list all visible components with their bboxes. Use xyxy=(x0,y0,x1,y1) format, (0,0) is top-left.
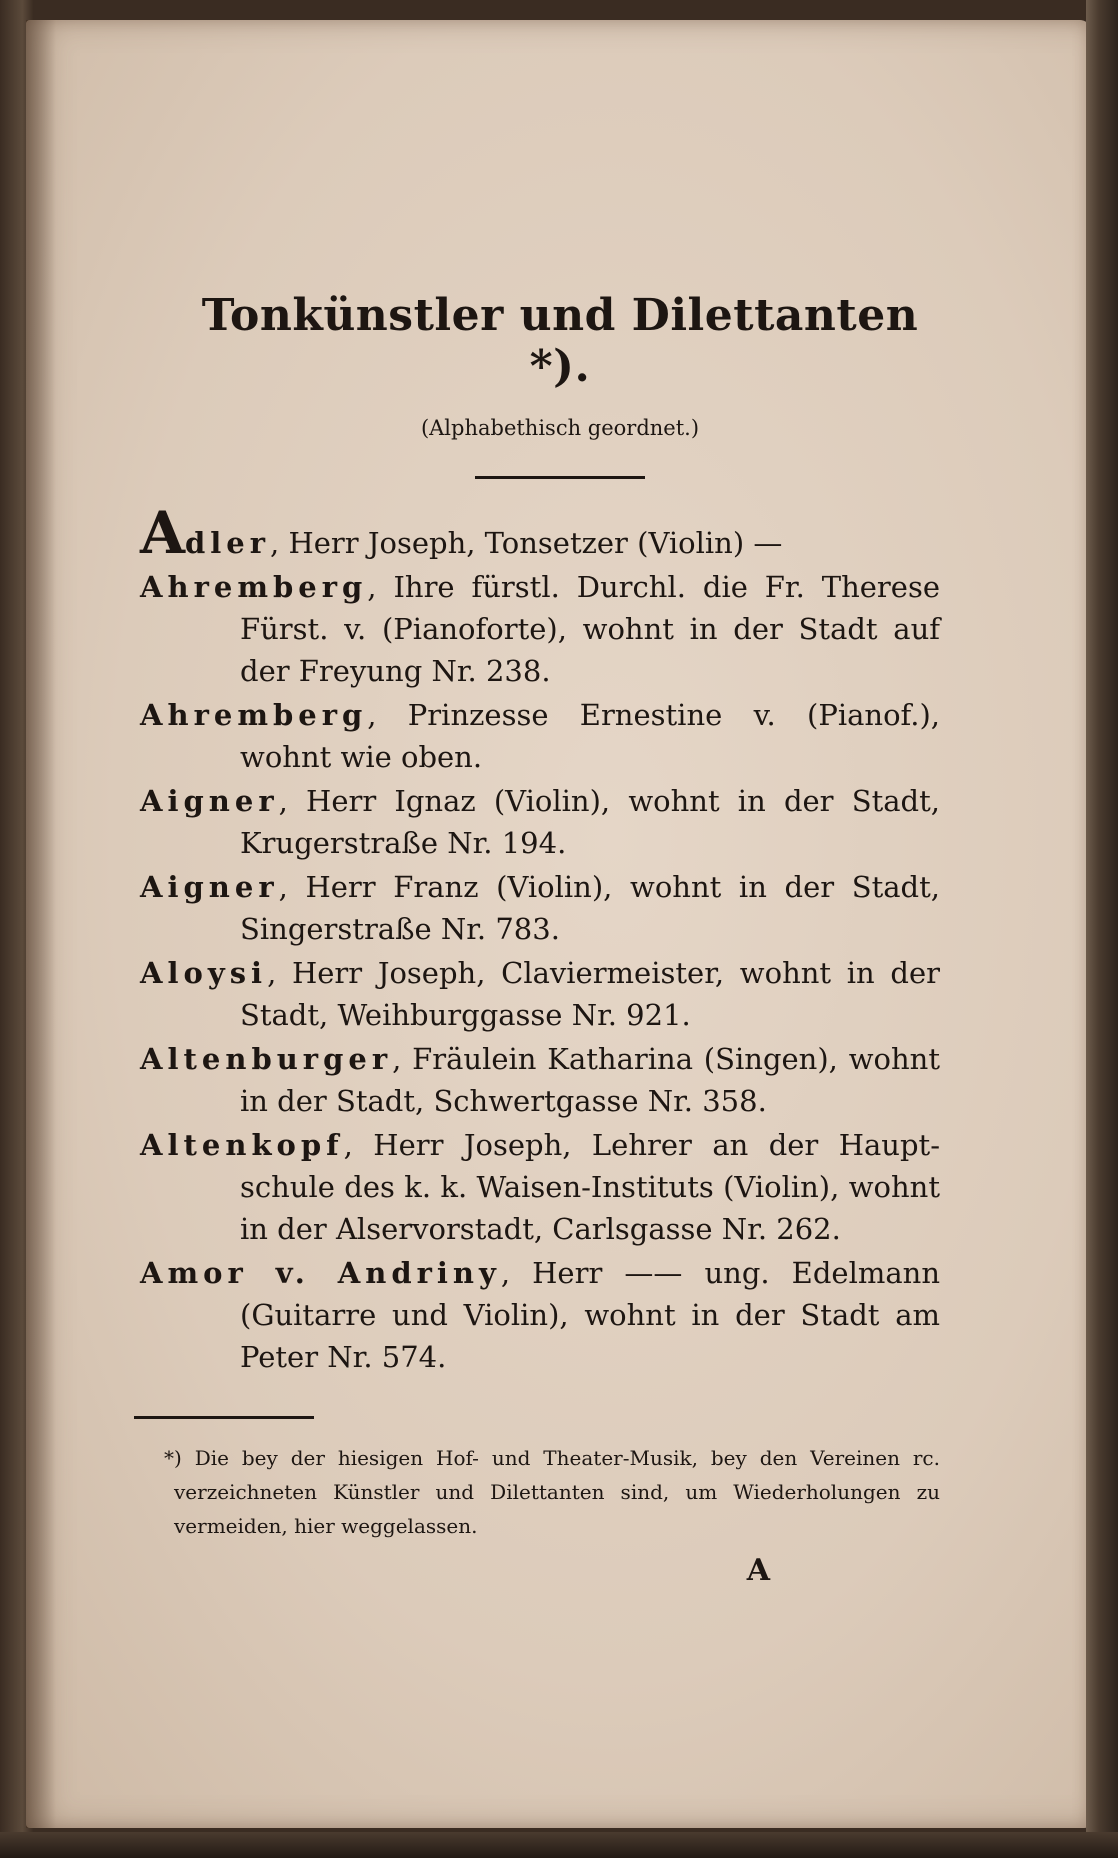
entry-text: , Herr Joseph, Claviermeister, wohnt in der Stadt, Weihburggasse Nr. 921. xyxy=(240,956,940,1032)
list-item xyxy=(140,694,940,778)
entry-name: Ahremberg xyxy=(140,570,368,604)
entry-text: , Herr Franz (Violin), wohnt in der Stadt, Singerstraße Nr. 783. xyxy=(240,870,940,946)
footnote-rule xyxy=(134,1416,314,1419)
book-edge-right xyxy=(1086,0,1118,1858)
page-text xyxy=(140,280,940,1588)
list-item xyxy=(140,1038,940,1122)
entry-name: Aloysi xyxy=(140,956,268,990)
entry-name: Ahremberg xyxy=(140,698,368,732)
book-edge-bottom xyxy=(0,1832,1118,1858)
entry-text: , Ihre fürstl. Durchl. die Fr. Therese Fürst. v. (Pianoforte), wohnt in der Stadt auf der Freyung Nr. 238. xyxy=(240,570,940,688)
entry-text: , Herr —— ung. Edelmann (Guitarre und Violin), wohnt in der Stadt am Peter Nr. 574. xyxy=(240,1256,940,1374)
list-item xyxy=(140,566,940,692)
drop-initial: A xyxy=(140,499,186,567)
entry-name: Aigner xyxy=(140,870,279,904)
list-item xyxy=(140,1124,940,1250)
page-subtitle: (Alphabethisch geordnet.) xyxy=(420,416,700,440)
entry-name: Altenburger xyxy=(140,1042,393,1076)
entry-name: Aigner xyxy=(140,784,279,818)
list-item xyxy=(140,866,940,950)
signature-mark: A xyxy=(746,1553,770,1588)
entry-text: , Herr Joseph, Lehrer an der Haupt-schule des k. k. Waisen-Instituts (Violin), wohnt in der Alservorstadt, Carlsgasse Nr. 262. xyxy=(240,1128,940,1246)
entry-list xyxy=(140,499,940,1378)
entry-name: Adler xyxy=(140,499,271,567)
list-item xyxy=(140,1252,940,1378)
entry-text: , Prinzesse Ernestine v. (Pianof.), wohnt wie oben. xyxy=(240,698,940,774)
footnote: *) Die bey der hiesigen Hof- und Theater-Musik, bey den Vereinen rc. verzeichneten Künstler und Dilettanten sind, um Wiederholungen zu vermeiden, hier weggelassen. xyxy=(164,1446,940,1538)
entry-name: Altenkopf xyxy=(140,1128,344,1162)
list-item xyxy=(140,780,940,864)
entry-text: , Herr Joseph, Tonsetzer (Violin) — xyxy=(270,526,783,560)
page-title: Tonkünstler und Dilettanten *). xyxy=(201,290,919,392)
entry-name: Amor v. Andriny xyxy=(140,1256,501,1290)
title-rule xyxy=(475,476,645,479)
list-item xyxy=(140,952,940,1036)
entry-text: , Fräulein Katharina (Singen), wohnt in der Stadt, Schwertgasse Nr. 358. xyxy=(240,1042,940,1118)
list-item xyxy=(140,499,940,567)
entry-text: , Herr Ignaz (Violin), wohnt in der Stadt, Krugerstraße Nr. 194. xyxy=(240,784,940,860)
